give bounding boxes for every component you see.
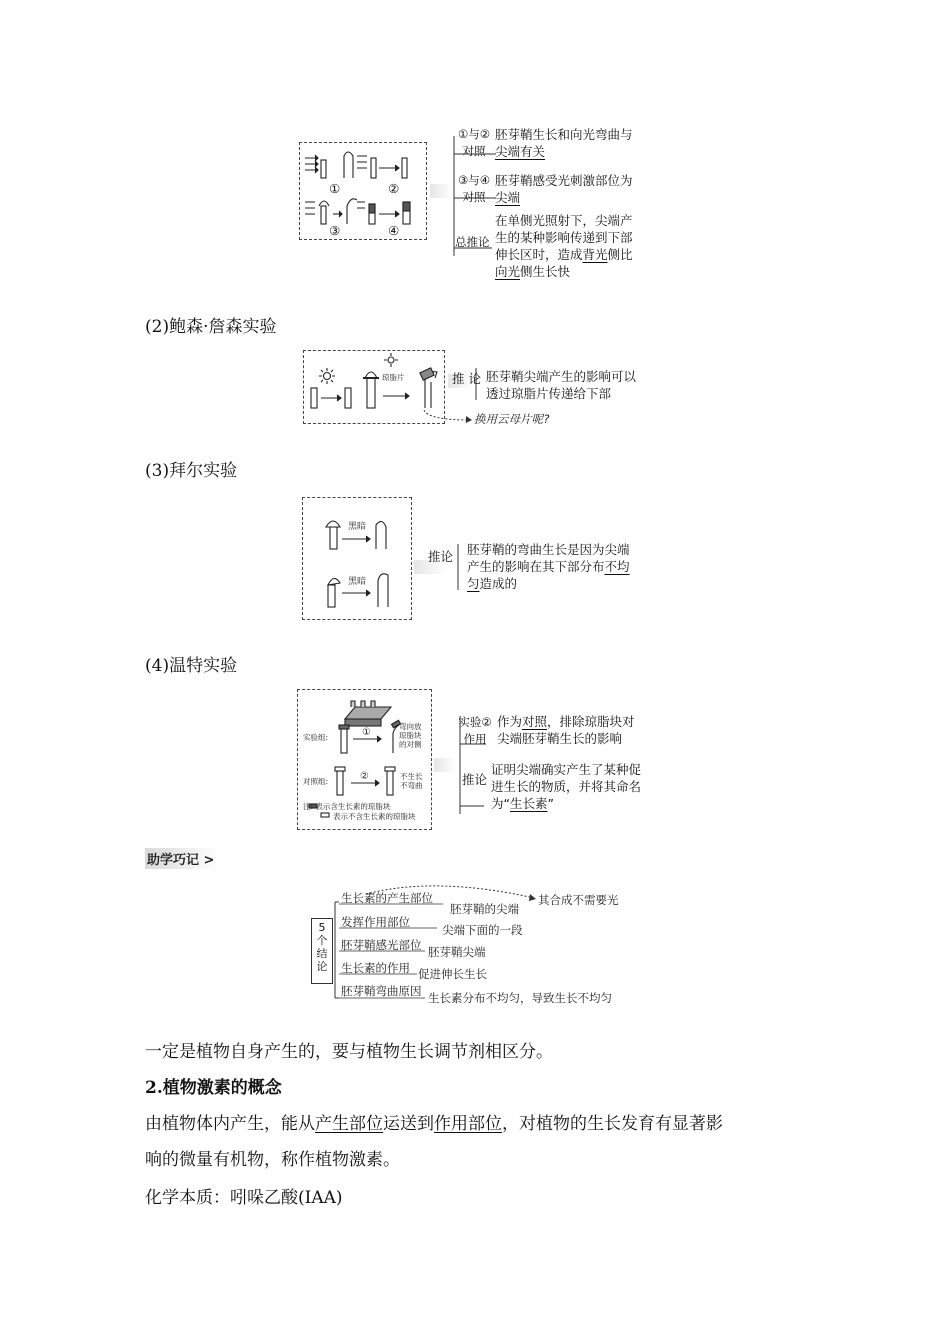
- went-tag-2: 推论: [462, 772, 488, 787]
- paal-dark-label-2: 黑暗: [348, 577, 367, 587]
- memo-label-1: 生长素的产生部位: [341, 891, 433, 905]
- went-ctrl-group: 对照组:: [303, 777, 329, 786]
- paal-dark-label-1: 黑暗: [348, 522, 367, 532]
- went-arrow: [434, 758, 456, 772]
- went-result-2: 不生长 不弯曲: [400, 772, 423, 790]
- bj-tag: 推 论: [452, 371, 481, 386]
- fig-label-3: ③: [329, 223, 341, 238]
- went-tag-1: 实验② 作用: [458, 715, 492, 746]
- darwin-summary-tag: 总推论: [455, 235, 490, 249]
- fig-label-2: ②: [388, 181, 400, 196]
- heading-plant-hormone: 2.植物激素的概念: [145, 1078, 282, 1098]
- memo-label-3: 胚芽鞘感光部位: [341, 938, 422, 952]
- definition-paragraph: 由植物体内产生，能从产生部位运送到作用部位，对植物的生长发育有显著影 响的微量有机物，称作植物激素。: [145, 1114, 723, 1170]
- darwin-summary-text: 在单侧光照射下，尖端产 生的某种影响传递到下部 伸长区时，造成背光侧比 向光侧生长快: [495, 213, 633, 279]
- memo-value-2: 尖端下面的一段: [442, 923, 523, 937]
- went-result-1: 弯向放 琼脂块 的对侧: [399, 722, 422, 749]
- bj-gel-label: 琼脂片: [382, 373, 405, 382]
- memo-top-note: 其合成不需要光: [538, 893, 619, 907]
- heading-paal: (3)拜尔实验: [145, 461, 238, 481]
- memo-conclusion-box: 5 个 结 论: [311, 918, 333, 984]
- bj-note-arrow: [420, 408, 480, 428]
- memo-label-4: 生长素的作用: [341, 961, 410, 975]
- bj-text: 胚芽鞘尖端产生的影响可以 透过琼脂片传递给下部: [486, 369, 637, 401]
- paal-figure-drawing: [302, 497, 412, 620]
- darwin-arrow: [430, 184, 452, 198]
- memo-label-2: 发挥作用部位: [341, 915, 410, 929]
- heading-went: (4)温特实验: [145, 656, 238, 676]
- paal-tag: 推论: [428, 549, 454, 564]
- darwin-text-1: 胚芽鞘生长和向光弯曲与 尖端有关: [495, 127, 633, 159]
- body-line-1: 一定是植物自身产生的，要与植物生长调节剂相区分。: [145, 1042, 553, 1062]
- went-exp-group: 实验组:: [303, 733, 329, 742]
- darwin-text-2: 胚芽鞘感受光刺激部位为 尖端: [495, 173, 633, 205]
- fig-label-1: ①: [329, 181, 341, 196]
- went-circle-1: ①: [362, 727, 371, 738]
- chemical-nature: 化学本质：吲哚乙酸(IAA): [145, 1188, 343, 1208]
- memo-value-3: 胚芽鞘尖端: [428, 945, 486, 959]
- paal-text: 胚芽鞘的弯曲生长是因为尖端 产生的影响在其下部分布不均 匀造成的: [467, 542, 630, 591]
- darwin-tag-1: ①与② 对照: [457, 127, 491, 158]
- heading-boysen-jensen: (2)鲍森·詹森实验: [145, 317, 277, 337]
- memo-badge: 助学巧记 >: [145, 848, 220, 869]
- memo-label-5: 胚芽鞘弯曲原因: [341, 984, 422, 998]
- went-text-2: 证明尖端确实产生了某种促 进生长的物质，并将其命名 为“生长素”: [491, 762, 642, 811]
- memo-value-1: 胚芽鞘的尖端: [450, 902, 519, 916]
- bj-handwritten-note: 换用云母片呢?: [474, 412, 550, 426]
- went-text-1: 作为对照，排除琼脂块对 尖端胚芽鞘生长的影响: [497, 714, 635, 746]
- fig-label-4: ④: [388, 223, 400, 238]
- memo-value-4: 促进伸长生长: [418, 967, 487, 981]
- went-circle-2: ②: [360, 771, 369, 782]
- darwin-tag-2: ③与④ 对照: [457, 173, 491, 204]
- darwin-figure-drawing: [299, 142, 427, 240]
- went-note-1: 注: 表示含生长素的琼脂块: [303, 802, 391, 811]
- went-note-2: 表示不含生长素的琼脂块: [333, 812, 416, 821]
- memo-value-5: 生长素分布不均匀，导致生长不均匀: [428, 991, 612, 1005]
